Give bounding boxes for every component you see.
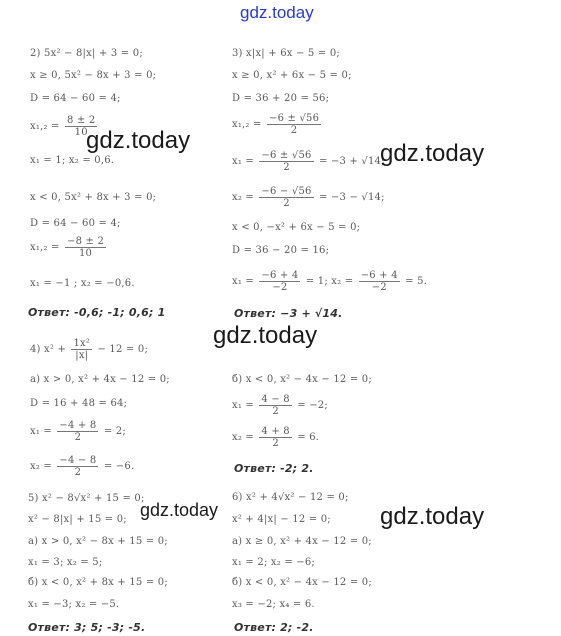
eq-line: 2) 5x² − 8|x| + 3 = 0; <box>30 48 143 59</box>
eq-line: x₁ = $\frac{-6 \pm √56}{2}$ = −3 + √14; <box>232 150 385 173</box>
eq-line: x₁ = $\frac{-4 + 8}{2}$ = 2; <box>30 420 126 443</box>
eq-line: а) x > 0, x² − 8x + 15 = 0; <box>28 536 168 547</box>
watermark: gdz.today <box>140 500 219 520</box>
eq-line: x₁ = −1 ; x₂ = −0,6. <box>30 278 135 289</box>
watermark: gdz.today <box>380 140 485 167</box>
eq-line: x₁ = −3; x₂ = −5. <box>28 599 120 610</box>
eq-line: б) x < 0, x² − 4x − 12 = 0; <box>232 374 372 385</box>
watermark: gdz.today <box>86 127 191 154</box>
eq-line: x₁,₂ = $\frac{8 \pm 2}{10}$ <box>30 115 96 138</box>
eq-line: б) x < 0, x² − 4x − 12 = 0; <box>232 577 372 588</box>
eq-line: x < 0, 5x² + 8x + 3 = 0; <box>30 192 157 203</box>
eq-line: а) x ≥ 0, x² + 4x − 12 = 0; <box>232 536 372 547</box>
eq-line: x ≥ 0, x² + 6x − 5 = 0; <box>232 70 352 81</box>
eq-line: D = 64 − 60 = 4; <box>30 93 121 104</box>
eq-line: x₁,₂ = $\frac{-8 \pm 2}{10}$ <box>30 236 105 259</box>
eq-line: x₂ = $\frac{4 + 8}{2}$ = 6. <box>232 426 320 449</box>
eq-line: x₁ = $\frac{4 - 8}{2}$ = −2; <box>232 394 328 417</box>
eq-line: x² + 4|x| − 12 = 0; <box>232 514 331 525</box>
watermark: gdz.today <box>213 322 318 349</box>
eq-line: x₂ = $\frac{-6 - √56}{2}$ = −3 − √14; <box>232 186 385 209</box>
eq-line: x² − 8|x| + 15 = 0; <box>28 514 127 525</box>
eq-line: D = 64 − 60 = 4; <box>30 218 121 229</box>
eq-line: 4) x² + $\frac{\text{1x²}}{|x|}$ − 12 = 0; <box>30 338 149 361</box>
eq-line: x₁ = 2; x₂ = −6; <box>232 557 315 568</box>
eq-line: 3) x|x| + 6x − 5 = 0; <box>232 48 340 59</box>
eq-line: x₁,₂ = $\frac{-6 \pm √56}{2}$ <box>232 113 320 136</box>
eq-line: x < 0, −x² + 6x − 5 = 0; <box>232 222 361 233</box>
answer-line: Ответ: 3; 5; -3; -5. <box>28 621 146 634</box>
eq-line: x₁ = 3; x₂ = 5; <box>28 557 103 568</box>
answer-line: Ответ: -2; 2. <box>234 462 314 475</box>
answer-line: Ответ: 2; -2. <box>234 621 314 634</box>
watermark-top: gdz.today <box>240 3 314 22</box>
eq-line: D = 36 + 20 = 56; <box>232 93 330 104</box>
answer-line: Ответ: -0,6; -1; 0,6; 1 <box>28 306 166 319</box>
eq-line: D = 36 − 20 = 16; <box>232 245 330 256</box>
eq-line: 6) x² + 4√x² − 12 = 0; <box>232 492 349 503</box>
eq-line: x ≥ 0, 5x² − 8x + 3 = 0; <box>30 70 157 81</box>
eq-line: а) x > 0, x² + 4x − 12 = 0; <box>30 374 170 385</box>
eq-line: x₁ = 1; x₂ = 0,6. <box>30 155 115 166</box>
eq-line: x₂ = $\frac{-4 - 8}{2}$ = −6. <box>30 455 135 478</box>
eq-line: 5) x² − 8√x² + 15 = 0; <box>28 493 145 504</box>
eq-line: x₃ = −2; x₄ = 6. <box>232 599 315 610</box>
eq-line: x₁ = $\frac{-6 + 4}{-2}$ = 1; x₂ = $\frac{-6 + 4}{-2}$ = 5. <box>232 270 428 293</box>
eq-line: б) x < 0, x² + 8x + 15 = 0; <box>28 577 168 588</box>
answer-line: Ответ: −3 + √14. <box>234 307 343 320</box>
watermark: gdz.today <box>380 503 485 530</box>
eq-line: D = 16 + 48 = 64; <box>30 398 128 409</box>
